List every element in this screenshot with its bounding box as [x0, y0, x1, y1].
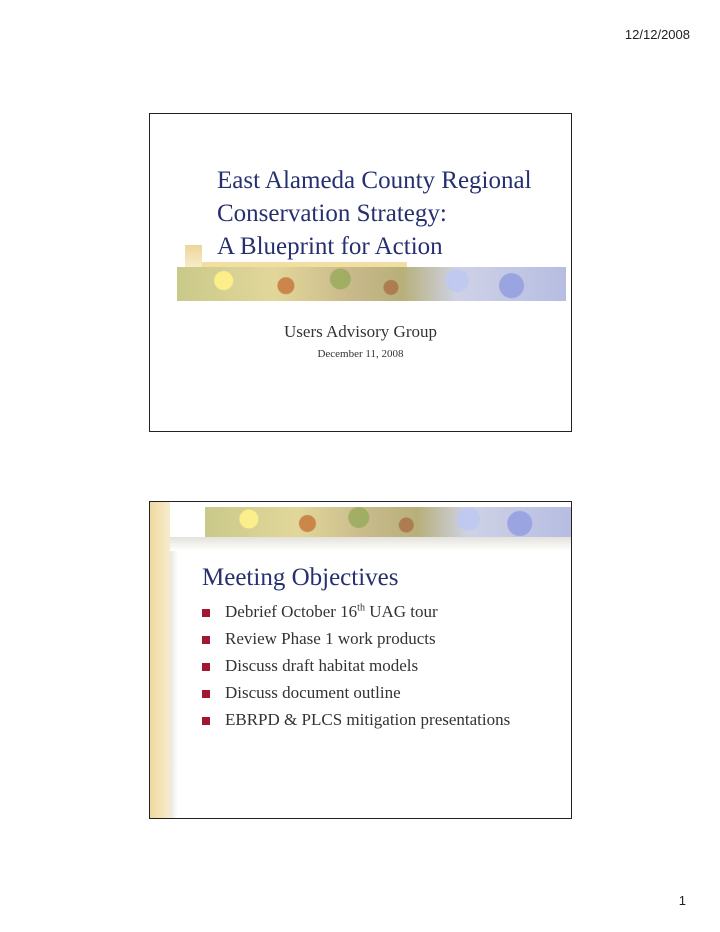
- bullet-list: [202, 600, 510, 735]
- bullet-text: UAG tour: [364, 602, 438, 621]
- banner-shadow: [170, 537, 571, 551]
- square-bullet-icon: [202, 690, 210, 698]
- superscript: th: [357, 602, 365, 614]
- square-bullet-icon: [202, 663, 210, 671]
- banner-accent: [185, 245, 202, 267]
- title-line: Conservation Strategy:: [217, 200, 447, 227]
- slide-subtitle: Users Advisory Group: [284, 322, 437, 341]
- bullet-text: EBRPD & PLCS mitigation presentations: [225, 710, 511, 729]
- slide-heading: Meeting Objectives: [202, 564, 399, 591]
- page-number: 1: [678, 893, 686, 908]
- slide-title: [149, 113, 572, 432]
- bullet-item: [202, 708, 510, 735]
- square-bullet-icon: [202, 609, 210, 617]
- leaf-flower-banner-image: [177, 267, 566, 301]
- bullet-item: [202, 681, 510, 708]
- left-decor-band: [150, 502, 170, 818]
- bullet-text: Debrief October 16: [225, 602, 358, 621]
- slide-title-heading: [217, 164, 532, 263]
- title-line: A Blueprint for Action: [217, 233, 443, 260]
- slide-objectives: [149, 501, 572, 819]
- bullet-item: [202, 627, 510, 654]
- square-bullet-icon: [202, 636, 210, 644]
- bullet-item: [202, 600, 510, 627]
- title-line: East Alameda County Regional: [217, 167, 532, 194]
- left-shadow: [170, 542, 178, 819]
- square-bullet-icon: [202, 717, 210, 725]
- bullet-item: [202, 654, 510, 681]
- bullet-text: Review Phase 1 work products: [225, 629, 436, 648]
- bullet-text: Discuss document outline: [225, 683, 401, 702]
- bullet-text: Discuss draft habitat models: [225, 656, 419, 675]
- leaf-flower-banner-image: [205, 507, 571, 537]
- page-date: 12/12/2008: [624, 27, 690, 42]
- slide-date: December 11, 2008: [317, 348, 404, 360]
